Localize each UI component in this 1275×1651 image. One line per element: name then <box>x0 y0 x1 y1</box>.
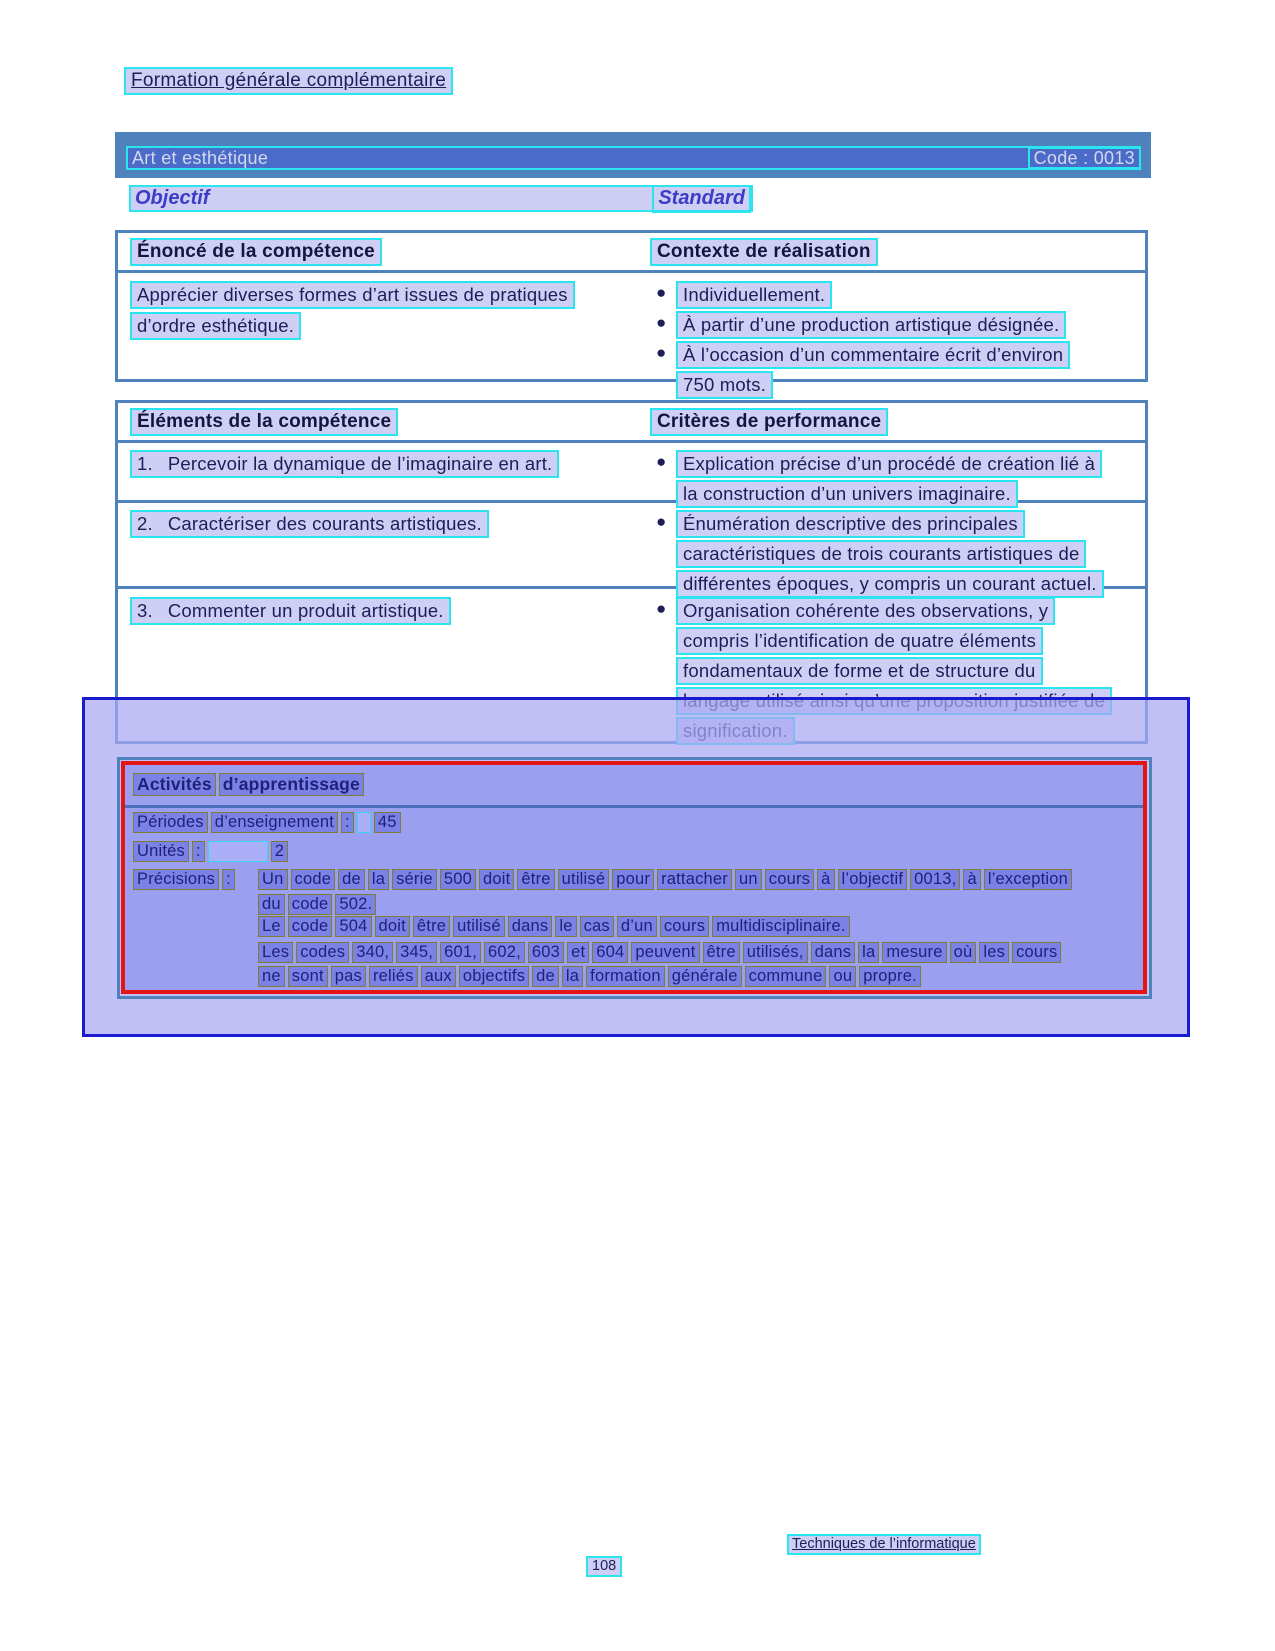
word-box: : <box>341 812 354 833</box>
critere-line: Explication précise d’un procédé de création lié à <box>676 450 1102 478</box>
word-box: pour <box>612 869 654 890</box>
word-box: dans <box>811 942 856 963</box>
elements-row-2 <box>118 503 1145 594</box>
header-contexte: Contexte de réalisation <box>650 238 878 266</box>
bullet-line <box>650 371 1145 399</box>
code-badge: Code : 0013 <box>1028 147 1141 169</box>
critere-line: Énumération descriptive des principales <box>676 510 1025 538</box>
heading-row <box>129 185 753 212</box>
critere-line: la construction d’un univers imaginaire. <box>676 480 1018 508</box>
word-box: série <box>392 869 437 890</box>
word-box: formation <box>586 966 665 987</box>
contexte-line: Individuellement. <box>676 281 832 309</box>
critere-line: caractéristiques de trois courants artistiques de <box>676 540 1086 568</box>
bullet-icon: ● <box>656 283 667 302</box>
word-box: cours <box>1012 942 1061 963</box>
objectif-heading: Objectif <box>135 187 210 209</box>
activites-red-annotation-box <box>121 761 1147 994</box>
word-box: Les <box>258 942 293 963</box>
word-box: d’apprentissage <box>219 773 364 796</box>
word-box: de <box>338 869 365 890</box>
element-text: 3. Commenter un produit artistique. <box>130 597 451 625</box>
top-label-box <box>124 67 453 95</box>
word-box: 603 <box>528 942 564 963</box>
precisions-line <box>258 916 850 937</box>
word-box: générale <box>668 966 742 987</box>
unites-label <box>133 841 205 862</box>
word-box: sont <box>288 966 328 987</box>
enonce-line: Apprécier diverses formes d’art issues de pratiques <box>130 281 575 309</box>
title-bar-line <box>126 146 1141 170</box>
word-box: pas <box>331 966 366 987</box>
word-box: du <box>258 894 285 915</box>
enonce-line: d’ordre esthétique. <box>130 312 301 340</box>
footer-label-box <box>787 1534 981 1555</box>
word-box: cas <box>580 916 614 937</box>
element-text: 1. Percevoir la dynamique de l’imaginaire en art. <box>130 450 559 478</box>
word-box: la <box>562 966 583 987</box>
word-box: doit <box>375 916 410 937</box>
periodes-label <box>133 812 354 833</box>
tab-gap-box <box>208 841 268 862</box>
top-label-text: Formation générale complémentaire <box>131 70 447 91</box>
bullet-line <box>650 281 1145 309</box>
word-box: aux <box>421 966 456 987</box>
word-box: la <box>368 869 389 890</box>
word-box: 502. <box>335 894 376 915</box>
word-box: utilisé <box>453 916 505 937</box>
header-elements: Éléments de la compétence <box>130 408 398 436</box>
periodes-row <box>133 812 401 833</box>
word-box: les <box>979 942 1009 963</box>
word-box: Précisions <box>133 869 219 890</box>
word-box: Périodes <box>133 812 208 833</box>
periodes-value: 45 <box>374 812 401 833</box>
contexte-line: 750 mots. <box>676 371 773 399</box>
title-bar <box>115 132 1151 178</box>
tab-gap-box <box>357 812 371 833</box>
word-box: 0013, <box>910 869 960 890</box>
bullet-icon: ● <box>656 452 667 471</box>
word-box: code <box>291 869 336 890</box>
bullet-icon: ● <box>656 343 667 362</box>
word-box: être <box>517 869 554 890</box>
critere-line: différentes époques, y compris un courant actuel. <box>676 570 1104 598</box>
contexte-line: À partir d’une production artistique désignée. <box>676 311 1066 339</box>
word-box: : <box>222 869 235 890</box>
word-box: Un <box>258 869 288 890</box>
word-box: 345, <box>396 942 437 963</box>
word-box: et <box>567 942 589 963</box>
competence-table-body <box>118 273 1145 401</box>
word-box: 504 <box>335 916 371 937</box>
activites-header <box>133 773 364 796</box>
word-box: cours <box>660 916 709 937</box>
precisions-line <box>258 966 921 987</box>
bullet-icon: ● <box>656 512 667 531</box>
word-box: commune <box>745 966 827 987</box>
word-box: être <box>703 942 740 963</box>
word-box: le <box>555 916 576 937</box>
word-box: codes <box>296 942 349 963</box>
word-box: : <box>192 841 205 862</box>
elements-table-header <box>118 403 1145 443</box>
word-box: peuvent <box>631 942 699 963</box>
standard-heading: Standard <box>652 185 751 213</box>
word-box: reliés <box>369 966 418 987</box>
bullet-icon: ● <box>656 599 667 618</box>
footer-label-text: Techniques de l’informatique <box>792 1536 976 1552</box>
word-box: Unités <box>133 841 189 862</box>
bullet-line <box>650 341 1145 369</box>
contexte-line: À l’occasion d’un commentaire écrit d’environ <box>676 341 1070 369</box>
word-box: d’enseignement <box>211 812 338 833</box>
word-box: propre. <box>859 966 921 987</box>
word-box: ne <box>258 966 285 987</box>
word-box: 500 <box>440 869 476 890</box>
word-box: l’exception <box>984 869 1072 890</box>
word-box: multidisciplinaire. <box>712 916 849 937</box>
word-box: où <box>950 942 977 963</box>
word-box: code <box>288 894 333 915</box>
elements-row-1 <box>118 443 1145 503</box>
precisions-line <box>258 869 1072 890</box>
critere-line: Organisation cohérente des observations, y <box>676 597 1055 625</box>
word-box: ou <box>829 966 856 987</box>
header-criteres: Critères de performance <box>650 408 888 436</box>
word-box: Activités <box>133 773 216 796</box>
competence-table <box>115 230 1148 395</box>
page-number: 108 <box>586 1556 622 1577</box>
word-box: de <box>532 966 559 987</box>
unites-value: 2 <box>271 841 288 862</box>
footer-label <box>787 1534 981 1555</box>
precisions-line <box>258 894 376 915</box>
word-box: rattacher <box>657 869 732 890</box>
word-box: un <box>735 869 762 890</box>
critere-line: fondamentaux de forme et de structure du <box>676 657 1043 685</box>
word-box: dans <box>508 916 553 937</box>
word-box: code <box>288 916 333 937</box>
word-box: 602, <box>484 942 525 963</box>
word-box: 601, <box>440 942 481 963</box>
word-box: Le <box>258 916 285 937</box>
word-box: à <box>963 869 980 890</box>
word-box: l’objectif <box>838 869 908 890</box>
bullet-icon: ● <box>656 313 667 332</box>
precisions-label <box>133 869 235 890</box>
critere-line: compris l’identification de quatre éléments <box>676 627 1043 655</box>
title-bar-title: Art et esthétique <box>132 147 269 168</box>
top-label <box>124 67 453 95</box>
element-text: 2. Caractériser des courants artistiques. <box>130 510 489 538</box>
word-box: cours <box>765 869 814 890</box>
word-box: 604 <box>592 942 628 963</box>
word-box: objectifs <box>459 966 529 987</box>
word-box: la <box>858 942 879 963</box>
word-box: être <box>413 916 450 937</box>
precisions-line <box>258 942 1061 963</box>
word-box: 340, <box>352 942 393 963</box>
word-box: à <box>817 869 834 890</box>
elements-table <box>115 400 1148 744</box>
competence-table-header <box>118 233 1145 273</box>
word-box: doit <box>479 869 514 890</box>
word-box: utilisé <box>558 869 610 890</box>
activites-header-divider <box>125 805 1143 808</box>
bullet-line <box>650 311 1145 339</box>
word-box: utilisés, <box>743 942 808 963</box>
word-box: d’un <box>617 916 657 937</box>
word-box: mesure <box>882 942 946 963</box>
unites-row <box>133 841 288 862</box>
header-enonce: Énoncé de la compétence <box>130 238 382 266</box>
